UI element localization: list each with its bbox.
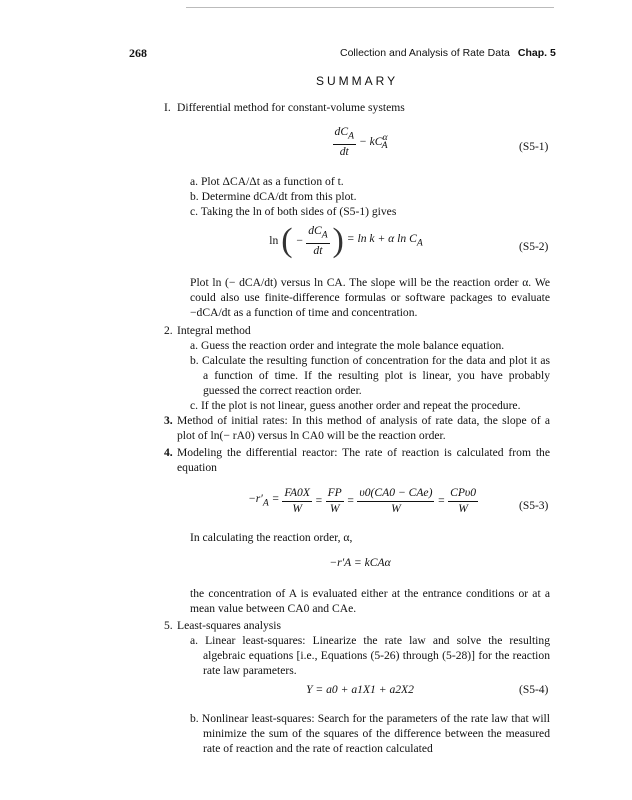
equation-s5-4: Y = a0 + a1X1 + a2X2: [306, 683, 414, 696]
chapter-label: Chap. 5: [517, 47, 556, 59]
item-4-text: Modeling the differential reactor: The rate of reaction is calculated from the equation: [177, 446, 550, 474]
top-rule: [186, 7, 554, 8]
item-1: [164, 101, 550, 116]
item-1-text: Differential method for constant-volume systems: [177, 101, 405, 114]
equation-s5-3: $-r'_A$ = $\frac{FA0X}{W}$ = $\frac{FP}{W}$ = $\frac{\text{υ0(CA0 − CAe)}}{W}$ = $\frac{\text{CPυ0}}{W}$: [247, 486, 477, 515]
eq1-rhs: − $kC^\alpha_A$: [358, 132, 388, 152]
item-1-body: Plot ln (− dCA/dt) versus ln CA. The slope will be the reaction order α. We could also use finite-difference formulas or software packages to evaluate −dCA/dt as a function of time and concentration.: [190, 276, 550, 319]
equation-rate-law: −r′A = kCAα: [329, 556, 391, 569]
item-5: [164, 619, 550, 634]
page-number: 268: [129, 46, 147, 60]
item-4-body: the concentration of A is evaluated either at the entrance conditions or at a mean value between CA0 and CAe.: [190, 587, 550, 615]
eq2-number: (S5-2): [519, 241, 549, 253]
section-title: SUMMARY: [316, 74, 399, 88]
eq3-term-3: $\frac{\text{υ0(CA0 − CAe)}}{W}$: [359, 486, 433, 515]
item-4-after: In calculating the reaction order, α,: [190, 531, 353, 544]
equation-s5-1: [300, 125, 420, 160]
item-3-number: 3.: [164, 414, 173, 427]
eq1-number: (S5-1): [519, 141, 549, 153]
eq3-term-4: $\frac{\text{CPυ0}}{W}$: [450, 486, 477, 515]
item-2: [164, 324, 550, 339]
item-2c: c. If the plot is not linear, guess another order and repeat the procedure.: [190, 399, 521, 412]
item-4: [164, 446, 550, 476]
eq1-lhs-fraction: $\frac{dC_A}{dt}$: [334, 125, 354, 159]
eq3-term-2: $\frac{FP}{W}$: [327, 486, 342, 515]
running-header: [340, 46, 556, 61]
item-3-text: Method of initial rates: In this method of analysis of rate data, the slope of a plot of ln(− rA0) versus ln CA0 will be the reaction order.: [177, 414, 550, 442]
item-2-number: 2.: [164, 324, 173, 337]
item-1c: c. Taking the ln of both sides of (S5-1) gives: [190, 205, 397, 218]
item-4-number: 4.: [164, 446, 173, 459]
item-5a: a. Linear least-squares: Linearize the rate law and solve the resulting algebraic equations [i.e., Equations (5-26) through (5-28)] for the reaction rate law parameters.: [190, 634, 550, 677]
eq3-term-1: $\frac{FA0X}{W}$: [284, 486, 310, 515]
item-2b: b. Calculate the resulting function of concentration for the data and plot it as a function of time. If the resulting plot is linear, you have probably guessed the correct reaction order.: [190, 354, 550, 397]
running-title: Collection and Analysis of Rate Data: [340, 47, 510, 59]
item-1a: a. Plot ΔCA/Δt as a function of t.: [190, 175, 344, 188]
item-2-text: Integral method: [177, 324, 251, 337]
item-1-number: I.: [164, 101, 171, 114]
item-5-number: 5.: [164, 619, 173, 632]
item-5-text: Least-squares analysis: [177, 619, 281, 632]
equation-s5-2: ln ( − $\frac{dC_A}{dt}$ ) = ln k + α $\ln C_A$: [269, 222, 423, 260]
eq4-number: (S5-4): [519, 684, 549, 696]
eq3-number: (S5-3): [519, 500, 549, 512]
eq2-fraction: $\frac{dC_A}{dt}$: [308, 224, 328, 258]
item-2a: a. Guess the reaction order and integrate the mole balance equation.: [190, 339, 505, 352]
item-5b: b. Nonlinear least-squares: Search for the parameters of the rate law that will minimize the sum of the squares of the difference between the measured rate of reaction and the rate of reaction calculated: [190, 712, 550, 755]
item-1b: b. Determine dCA/dt from this plot.: [190, 190, 357, 203]
item-3: [164, 414, 550, 444]
